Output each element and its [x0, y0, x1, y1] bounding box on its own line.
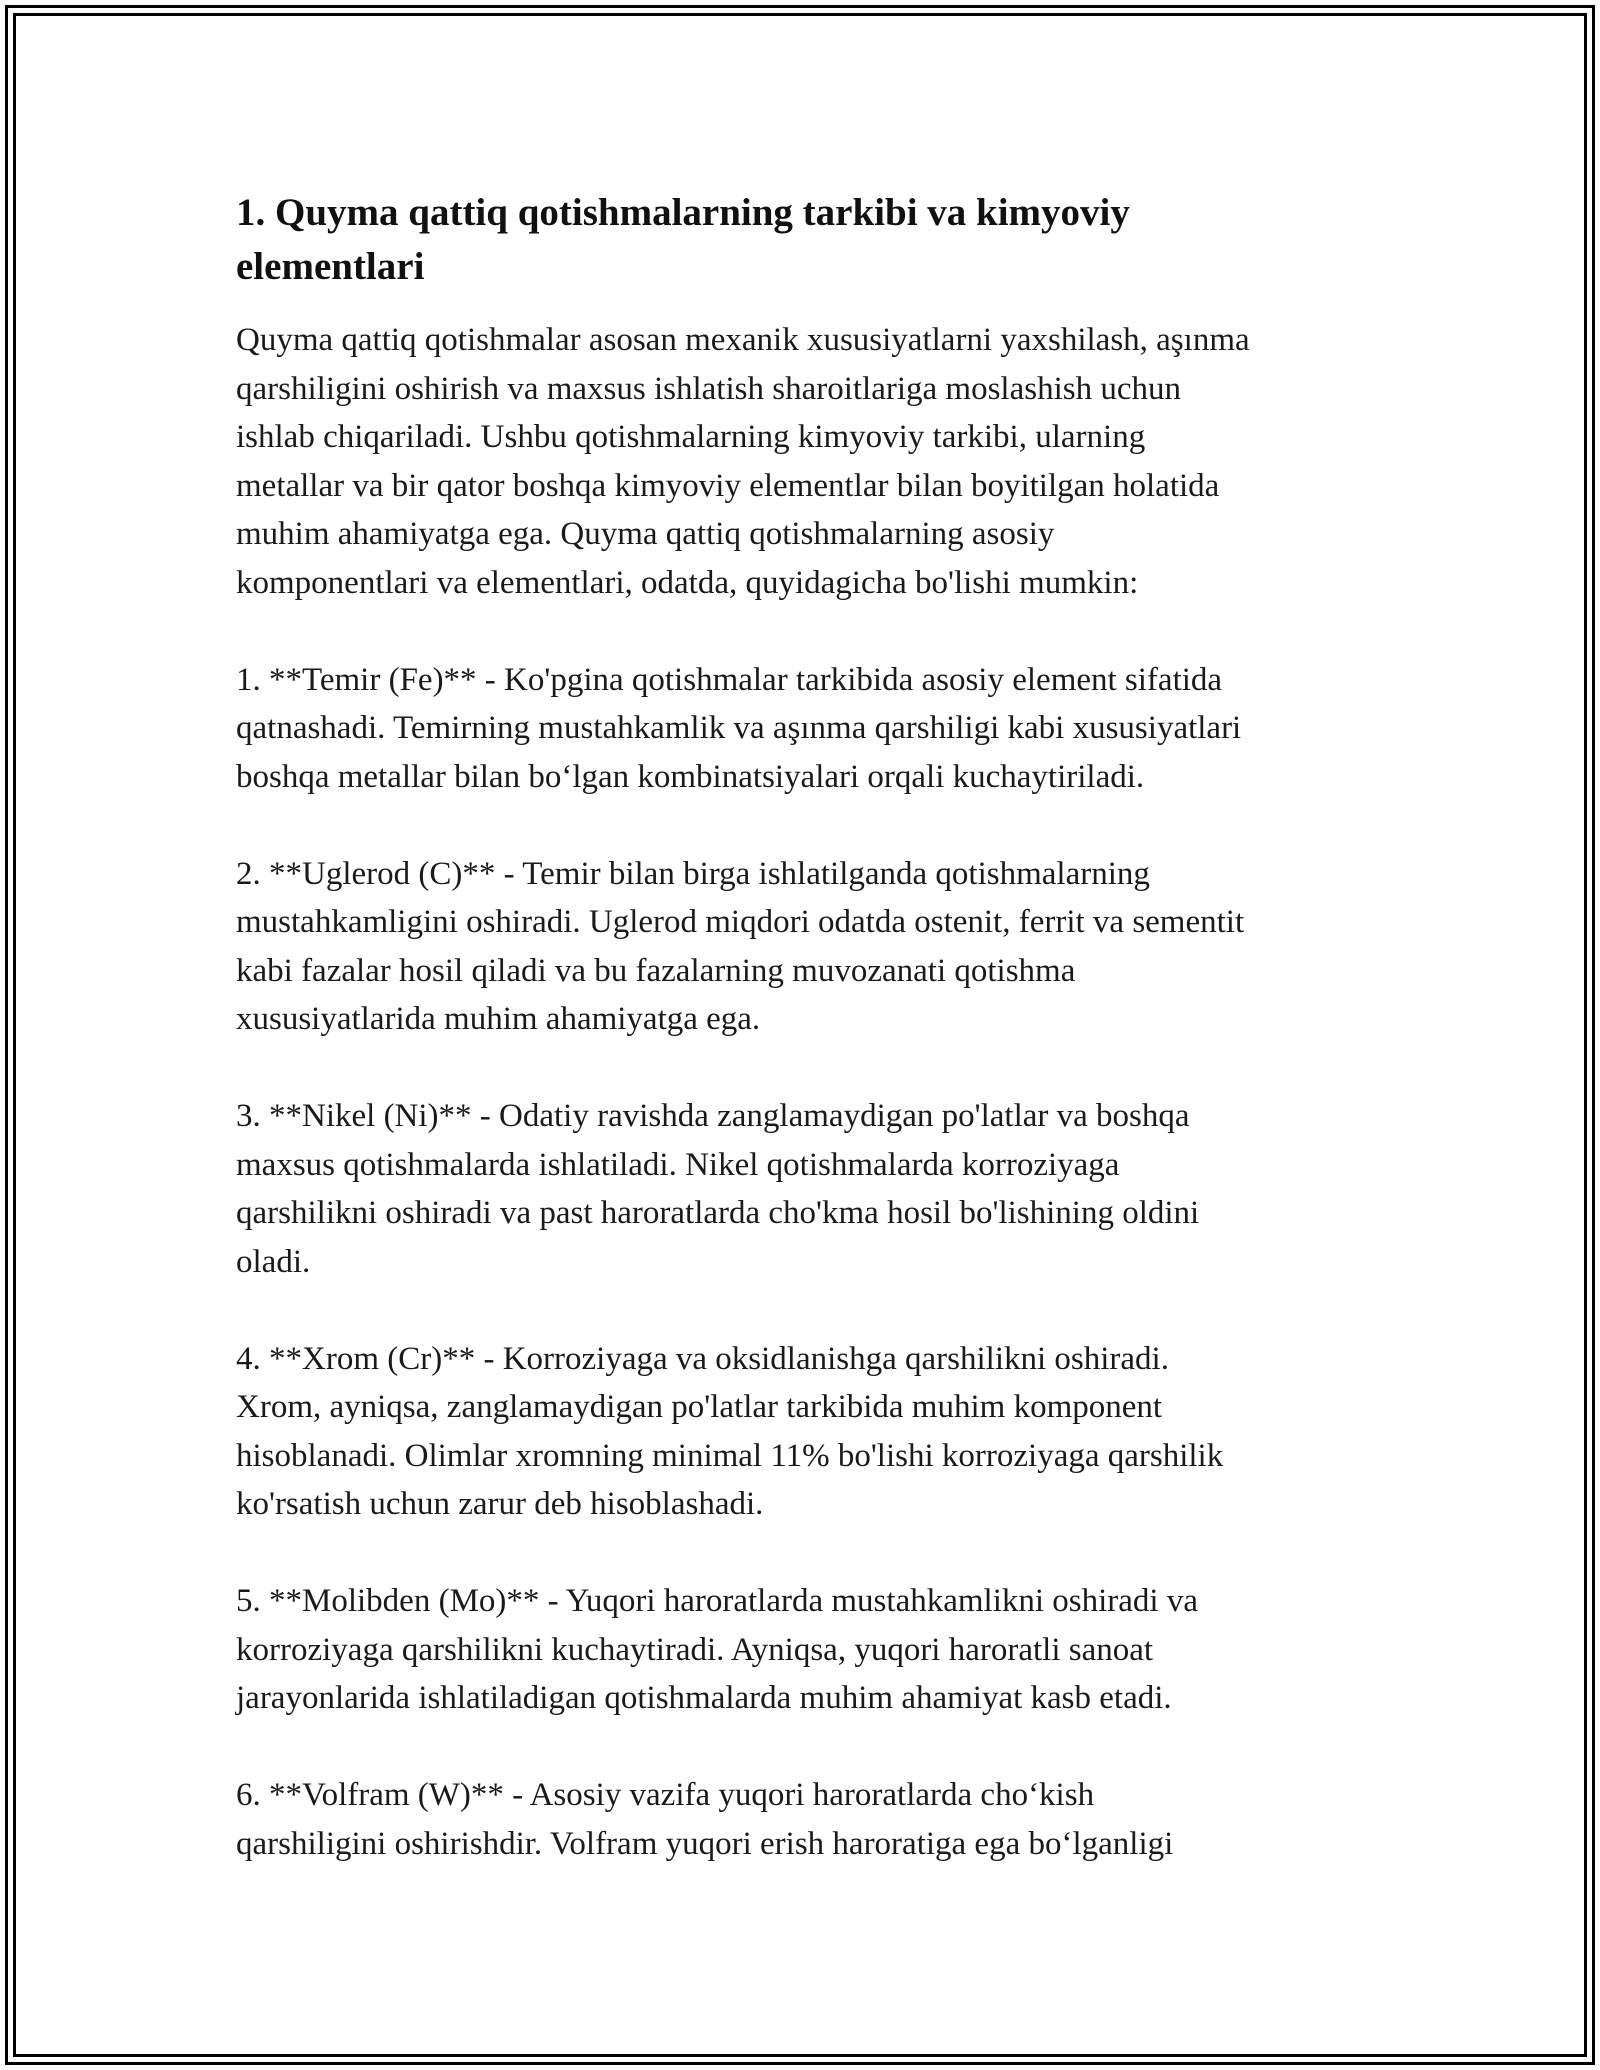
intro-line: metallar va bir qator boshqa kimyoviy elementlar bilan boyitilgan holatida — [236, 467, 1220, 504]
item-line: qatnashadi. Temirning mustahkamlik va aşınma qarshiligi kabi xususiyatlari — [236, 710, 1242, 746]
item-line: 4. **Xrom (Cr)** - Korroziyaga va oksidlanishga qarshilikni oshiradi. — [236, 1340, 1169, 1377]
item-line: Xrom, ayniqsa, zanglamaydigan po'latlar tarkibida muhim komponent — [236, 1389, 1163, 1425]
list-item-tungsten — [236, 1771, 1376, 1868]
paragraph-gap — [236, 1286, 1376, 1335]
paragraph-gap — [236, 1044, 1376, 1093]
intro-line: muhim ahamiyatga ega. Quyma qattiq qotishmalarning asosiy — [236, 516, 1055, 552]
list-item-nickel — [236, 1092, 1376, 1286]
intro-line: qarshiligini oshirish va maxsus ishlatish sharoitlariga moslashish uchun — [236, 370, 1181, 407]
paragraph-gap — [236, 1723, 1376, 1772]
intro-line: komponentlari va elementlari, odatda, quyidagicha bo'lishi mumkin: — [236, 564, 1139, 601]
item-line: 5. **Molibden (Mo)** - Yuqori haroratlarda mustahkamlikni oshiradi va — [236, 1583, 1198, 1619]
item-line: oladi. — [236, 1243, 311, 1280]
item-line: qarshilikni oshiradi va past haroratlarda cho'kma hosil bo'lishining oldini — [236, 1195, 1200, 1231]
section-heading — [236, 186, 1376, 294]
heading-line-2: elementlari — [236, 245, 425, 288]
item-line: xususiyatlarida muhim ahamiyatga ega. — [236, 1001, 761, 1037]
paragraph-gap — [236, 607, 1376, 656]
item-line: 6. **Volfram (W)** - Asosiy vazifa yuqori haroratlarda cho‘kish — [236, 1777, 1095, 1813]
item-line: jarayonlarida ishlatiladigan qotishmalarda muhim ahamiyat kasb etadi. — [236, 1680, 1172, 1716]
list-item-chromium — [236, 1335, 1376, 1529]
item-line: boshqa metallar bilan bo‘lgan kombinatsiyalari orqali kuchaytiriladi. — [236, 758, 1145, 795]
item-line: maxsus qotishmalarda ishlatiladi. Nikel qotishmalarda korroziyaga — [236, 1146, 1120, 1183]
item-line: mustahkamligini oshiradi. Uglerod miqdori odatda ostenit, ferrit va sementit — [236, 904, 1245, 940]
intro-line: ishlab chiqariladi. Ushbu qotishmalarning kimyoviy tarkibi, ularning — [236, 419, 1146, 455]
item-line: 3. **Nikel (Ni)** - Odatiy ravishda zanglamaydigan po'latlar va boshqa — [236, 1098, 1190, 1134]
item-line: 1. **Temir (Fe)** - Ko'pgina qotishmalar tarkibida asosiy element sifatida — [236, 661, 1223, 698]
paragraph-gap — [236, 801, 1376, 850]
heading-line-1: 1. Quyma qattiq qotishmalarning tarkibi va kimyoviy — [236, 191, 1130, 234]
item-line: 2. **Uglerod (C)** - Temir bilan birga ishlatilganda qotishmalarning — [236, 855, 1150, 892]
item-line: qarshiligini oshirishdir. Volfram yuqori erish haroratiga ega bo‘lganligi — [236, 1825, 1174, 1862]
item-line: ko'rsatish uchun zarur deb hisoblashadi. — [236, 1486, 764, 1522]
document-body — [236, 186, 1376, 1868]
item-line: kabi fazalar hosil qiladi va bu fazalarning muvozanati qotishma — [236, 952, 1076, 989]
item-line: hisoblanadi. Olimlar xromning minimal 11% bo'lishi korroziyaga qarshilik — [236, 1437, 1224, 1474]
item-line: korroziyaga qarshilikni kuchaytiradi. Ayniqsa, yuqori haroratli sanoat — [236, 1631, 1154, 1668]
intro-paragraph — [236, 316, 1376, 607]
paragraph-gap — [236, 1529, 1376, 1578]
list-item-carbon — [236, 850, 1376, 1044]
intro-line: Quyma qattiq qotishmalar asosan mexanik xususiyatlarni yaxshilash, aşınma — [236, 322, 1250, 358]
list-item-molybdenum — [236, 1577, 1376, 1723]
list-item-iron — [236, 656, 1376, 802]
